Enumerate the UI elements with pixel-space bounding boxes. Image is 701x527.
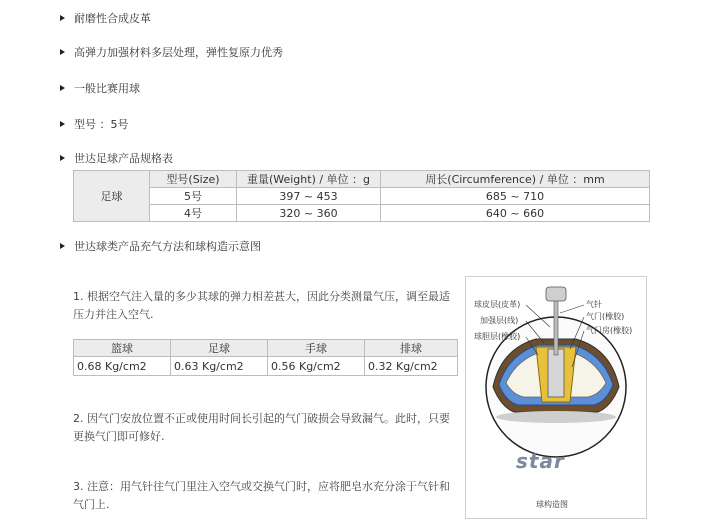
spec-cell: 685 ~ 710 <box>381 188 650 205</box>
note-valve: 2. 因气门安放位置不正或使用时间长引起的气门破损会导致漏气。此时，只要更换气门即可修好. <box>73 412 450 443</box>
bullet-item <box>60 238 261 254</box>
bullet-text: 耐磨性合成皮革 <box>74 12 151 25</box>
brand-logo: star <box>516 449 565 473</box>
diagram-label-valve-housing: 气门房(橡胶) <box>586 326 633 335</box>
diagram-label-bladder: 球胆层(橡胶) <box>474 332 521 341</box>
diagram-label-reinforce: 加强层(线) <box>480 316 519 325</box>
spec-header: 型号(Size) <box>150 171 237 188</box>
bullet-item <box>60 44 283 60</box>
bullet-text: 高弹力加强材料多层处理，弹性复原力优秀 <box>74 46 283 59</box>
pressure-header: 篮球 <box>74 340 171 357</box>
pressure-header: 手球 <box>268 340 365 357</box>
spec-cell: 320 ~ 360 <box>237 205 381 222</box>
spec-cell: 397 ~ 453 <box>237 188 381 205</box>
spec-cell: 5号 <box>150 188 237 205</box>
bullet-triangle-icon <box>60 243 65 249</box>
diagram-label-leather: 球皮层(皮革) <box>474 300 521 309</box>
spec-table <box>73 170 650 222</box>
spec-row-label: 足球 <box>74 171 150 222</box>
bullet-triangle-icon <box>60 121 65 127</box>
bullet-text: 世达足球产品规格表 <box>74 152 173 165</box>
ball-structure-diagram <box>465 276 647 519</box>
bullet-item <box>60 10 151 26</box>
bullet-triangle-icon <box>60 15 65 21</box>
bullet-text: 型号 ：5号 <box>74 118 129 131</box>
bullet-item <box>60 80 140 96</box>
note-caution: 3. 注意：用气针往气门里注入空气或交换气门时，应将肥皂水充分涂于气针和气门上. <box>73 480 450 511</box>
pressure-value: 0.56 Kg/cm2 <box>268 357 365 376</box>
spec-cell: 4号 <box>150 205 237 222</box>
pressure-value: 0.32 Kg/cm2 <box>365 357 458 376</box>
diagram-label-needle: 气针 <box>586 300 602 309</box>
pressure-value: 0.63 Kg/cm2 <box>171 357 268 376</box>
pressure-value: 0.68 Kg/cm2 <box>74 357 171 376</box>
pressure-table <box>73 339 458 376</box>
bullet-text: 世达球类产品充气方法和球构造示意图 <box>74 240 261 253</box>
pressure-header: 排球 <box>365 340 458 357</box>
bullet-item <box>60 150 173 166</box>
diagram-caption: 球构造图 <box>536 500 568 509</box>
table-row <box>74 357 458 376</box>
bullet-triangle-icon <box>60 85 65 91</box>
pressure-intro: 1. 根据空气注入量的多少其球的弹力相差甚大，因此分类测量气压，调至最适压力并注入空气. <box>73 290 450 321</box>
pressure-header: 足球 <box>171 340 268 357</box>
table-row <box>74 188 650 205</box>
bullet-triangle-icon <box>60 49 65 55</box>
spec-header: 周长(Circumference) / 单位 ：mm <box>381 171 650 188</box>
diagram-label-valve: 气门(橡胶) <box>586 312 625 321</box>
bullet-item <box>60 116 129 132</box>
spec-header: 重量(Weight) / 单位 ：g <box>237 171 381 188</box>
table-row <box>74 205 650 222</box>
spec-cell: 640 ~ 660 <box>381 205 650 222</box>
bullet-triangle-icon <box>60 155 65 161</box>
bullet-text: 一般比赛用球 <box>74 82 140 95</box>
